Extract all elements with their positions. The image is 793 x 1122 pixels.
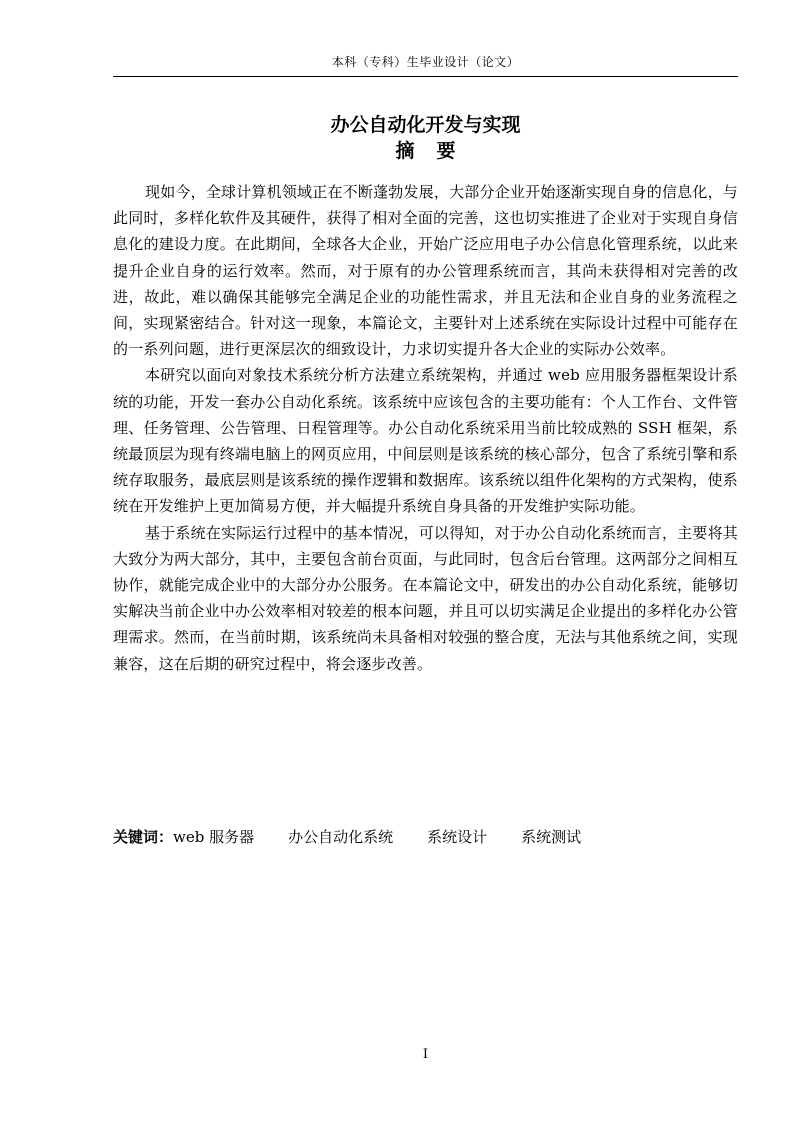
abstract-paragraph-3: 基于系统在实际运行过程中的基本情况，可以得知，对于办公自动化系统而言，主要将其大致分为两大部分，其中，主要包含前台页面，与此同时，包含后台管理。这两部分之间相互协作，就能完成企业中的大部分办公服务。在本篇论文中，研发出的办公自动化系统，能够切实解决当前企业中办公效率相对较差的根本问题，并且可以切实满足企业提出的多样化办公管理需求。然而，在当前时期，该系统尚未具备相对较强的整合度，无法与其他系统之间，实现兼容，这在后期的研究过程中，将会逐步改善。 (113, 523, 738, 673)
abstract-paragraph-1: 现如今，全球计算机领域正在不断蓬勃发展，大部分企业开始逐渐实现自身的信息化，与此同时，多样化软件及其硬件，获得了相对全面的完善，这也切实推进了企业对于实现自身信息化的建设力度。在此期间，全球各大企业，开始广泛应用电子办公信息化管理系统，以此来提升企业自身的运行效率。然而，对于原有的办公管理系统而言，其尚未获得相对完善的改进，故此，难以确保其能够完全满足企业的功能性需求，并且无法和企业自身的业务流程之间，实现紧密结合。针对这一现象，本篇论文，主要针对上述系统在实际设计过程中可能存在的一系列问题，进行更深层次的细致设计，力求切实提升各大企业的实际办公效率。 (113, 183, 738, 359)
header-divider (113, 76, 738, 77)
document-title: 办公自动化开发与实现 (330, 114, 521, 136)
abstract-body (113, 179, 738, 677)
keyword-item: 办公自动化系统 (288, 828, 394, 846)
abstract-paragraph-2: 本研究以面向对象技术系统分析方法建立系统架构，并通过 web 应用服务器框架设计系统的功能，开发一套办公自动化系统。该系统中应该包含的主要功能有：个人工作台、文件管理、任务管理、公告管理、日程管理等。办公自动化系统采用当前比较成熟的 SSH 框架，系统最顶层为现有终端电脑上的网页应用，中间层则是该系统的核心部分，包含了系统引擎和系统存取服务，最底层则是该系统的操作逻辑和数据库。该系统以组件化架构的方式架构，使系统在开发维护上更加简易方便，并大幅提升系统自身具备的开发维护实际功能。 (113, 366, 738, 516)
keywords-line (113, 825, 738, 849)
abstract-heading: 摘要 (395, 140, 478, 162)
keywords-label: 关键词： (113, 828, 174, 846)
page-number: I (422, 1047, 429, 1062)
keyword-item: 系统设计 (427, 828, 488, 846)
keyword-item: 系统测试 (521, 828, 582, 846)
keyword-item: web 服务器 (173, 828, 255, 846)
running-header: 本科（专科）生毕业设计（论文） (331, 55, 520, 69)
